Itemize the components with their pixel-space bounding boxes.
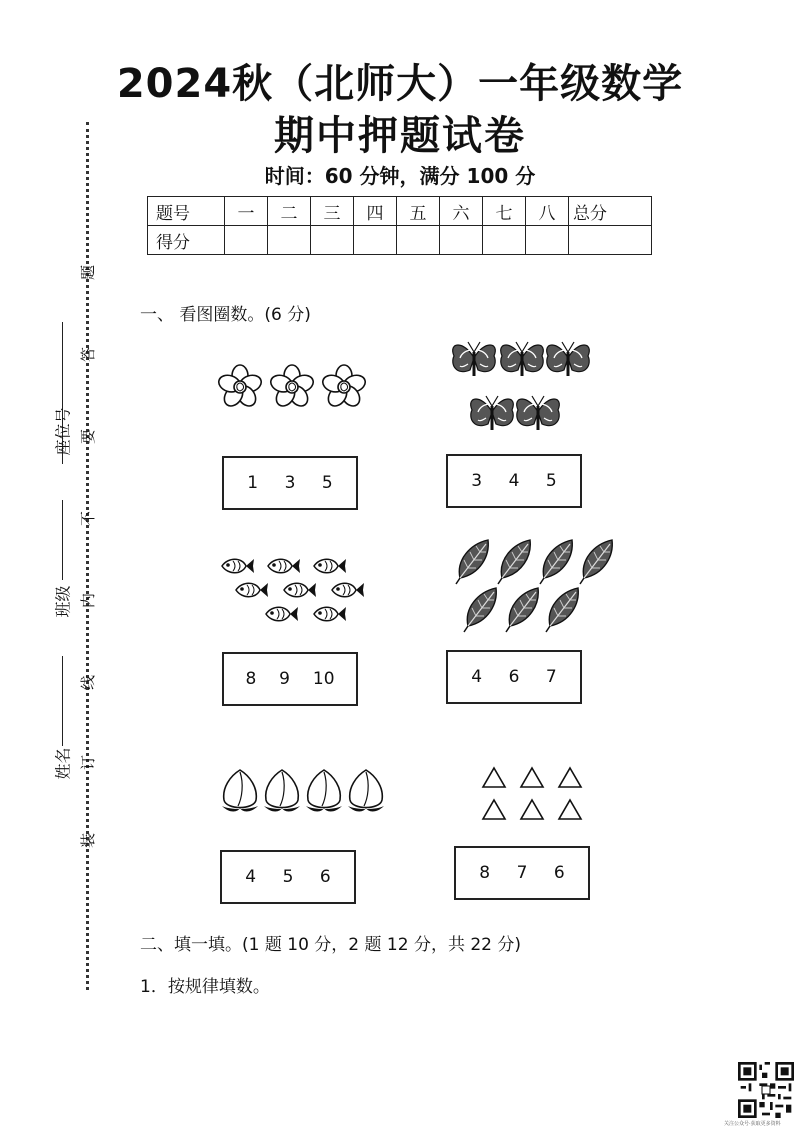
butterfly-icon <box>471 396 514 430</box>
name-underline[interactable] <box>62 656 63 746</box>
class-underline[interactable] <box>62 500 63 580</box>
flower-group <box>214 362 374 412</box>
butterfly-icon <box>501 342 544 376</box>
answer-box-triangles <box>454 846 590 900</box>
option-number[interactable]: 5 <box>282 867 294 887</box>
triangle-group <box>480 764 590 824</box>
triangle-icon <box>521 800 543 819</box>
fish-icon <box>284 583 316 597</box>
butterfly-icon <box>517 396 560 430</box>
score-cell[interactable] <box>526 226 569 255</box>
binding-word: 线 <box>79 674 98 691</box>
leaf-icon <box>540 540 572 584</box>
score-cell[interactable] <box>440 226 483 255</box>
total-header: 总分 <box>569 197 652 226</box>
option-number[interactable]: 4 <box>508 471 520 491</box>
fish-icon <box>314 607 346 621</box>
binding-word: 答 <box>79 346 98 363</box>
fish-icon <box>332 583 364 597</box>
fish-group <box>210 552 370 632</box>
flower-icon <box>321 365 368 410</box>
peach-icon <box>348 770 384 812</box>
peach-icon <box>264 770 300 812</box>
score-cell[interactable] <box>483 226 526 255</box>
question-1: 1．按规律填数。 <box>140 977 270 997</box>
option-number[interactable]: 5 <box>545 471 557 491</box>
peach-icon <box>306 770 342 812</box>
flower-icon <box>217 365 264 410</box>
time-info: 时间：60 分钟，满分 100 分 <box>264 164 536 188</box>
score-cell[interactable] <box>354 226 397 255</box>
option-number[interactable]: 3 <box>471 471 483 491</box>
triangle-icon <box>521 768 543 787</box>
leaf-icon <box>456 540 488 584</box>
triangle-icon <box>559 768 581 787</box>
column-header: 七 <box>483 197 526 226</box>
answer-box-fish <box>222 652 358 706</box>
score-cell[interactable] <box>397 226 440 255</box>
option-number[interactable]: 1 <box>247 473 259 493</box>
binding-word: 题 <box>79 264 98 281</box>
leaf-icon <box>464 588 496 632</box>
fish-icon <box>266 607 298 621</box>
leaf-icon <box>580 540 612 584</box>
column-header: 八 <box>526 197 569 226</box>
page-title: 2024秋（北师大）一年级数学 <box>116 61 684 107</box>
triangle-icon <box>559 800 581 819</box>
option-number[interactable]: 8 <box>479 863 491 883</box>
answer-box-leaves <box>446 650 582 704</box>
column-header: 一 <box>225 197 268 226</box>
name-label: 姓名 <box>53 747 73 780</box>
score-cell[interactable] <box>311 226 354 255</box>
answer-box-flowers <box>222 456 358 510</box>
binding-word: 要 <box>79 428 98 445</box>
answer-box-butterflies <box>446 454 582 508</box>
section2-heading: 二、填一填。(1 题 10 分，2 题 12 分，共 22 分) <box>140 935 522 955</box>
column-header: 五 <box>397 197 440 226</box>
page-subtitle: 期中押题试卷 <box>274 113 526 159</box>
total-cell[interactable] <box>569 226 652 255</box>
column-header: 四 <box>354 197 397 226</box>
flower-icon <box>269 365 316 410</box>
peach-group <box>218 764 390 820</box>
option-number[interactable]: 7 <box>545 667 557 687</box>
triangle-icon <box>483 800 505 819</box>
qr-code-icon[interactable] <box>738 1062 794 1118</box>
score-cell[interactable] <box>225 226 268 255</box>
option-number[interactable]: 9 <box>279 669 290 689</box>
triangle-icon <box>483 768 505 787</box>
fish-icon <box>268 559 300 573</box>
option-number[interactable]: 5 <box>321 473 333 493</box>
butterfly-icon <box>547 342 590 376</box>
column-header: 三 <box>311 197 354 226</box>
binding-word: 装 <box>79 832 98 849</box>
row-label: 得分 <box>148 226 225 255</box>
binding-dotted-line <box>86 122 89 990</box>
peach-icon <box>222 770 258 812</box>
binding-word: 不 <box>79 510 98 527</box>
score-header-row <box>148 197 652 226</box>
option-number[interactable]: 3 <box>284 473 296 493</box>
seat-label: 座位号 <box>53 407 73 456</box>
column-header: 六 <box>440 197 483 226</box>
option-number[interactable]: 8 <box>245 669 257 689</box>
option-number[interactable]: 6 <box>553 863 565 883</box>
column-header: 二 <box>268 197 311 226</box>
option-number[interactable]: 6 <box>319 867 331 887</box>
score-cell[interactable] <box>268 226 311 255</box>
class-label: 班级 <box>53 585 73 618</box>
binding-word: 内 <box>79 592 98 609</box>
butterfly-group <box>446 336 596 446</box>
option-number[interactable]: 7 <box>516 863 528 883</box>
score-table <box>147 196 652 255</box>
leaf-group <box>452 534 620 634</box>
answer-box-peaches <box>220 850 356 904</box>
option-number[interactable]: 4 <box>245 867 257 887</box>
row-label: 题号 <box>148 197 225 226</box>
option-number[interactable]: 6 <box>508 667 520 687</box>
leaf-icon <box>498 540 530 584</box>
section1-heading: 一、 看图圈数。(6 分) <box>140 305 311 325</box>
qr-caption: 关注公众号·获取更多资料 <box>724 1121 781 1127</box>
leaf-icon <box>546 588 578 632</box>
option-number[interactable]: 10 <box>312 669 335 689</box>
leaf-icon <box>506 588 538 632</box>
fish-icon <box>222 559 254 573</box>
butterfly-icon <box>453 342 496 376</box>
binding-word: 订 <box>79 754 98 771</box>
score-row <box>148 226 652 255</box>
option-number[interactable]: 4 <box>471 667 483 687</box>
fish-icon <box>236 583 268 597</box>
fish-icon <box>314 559 346 573</box>
